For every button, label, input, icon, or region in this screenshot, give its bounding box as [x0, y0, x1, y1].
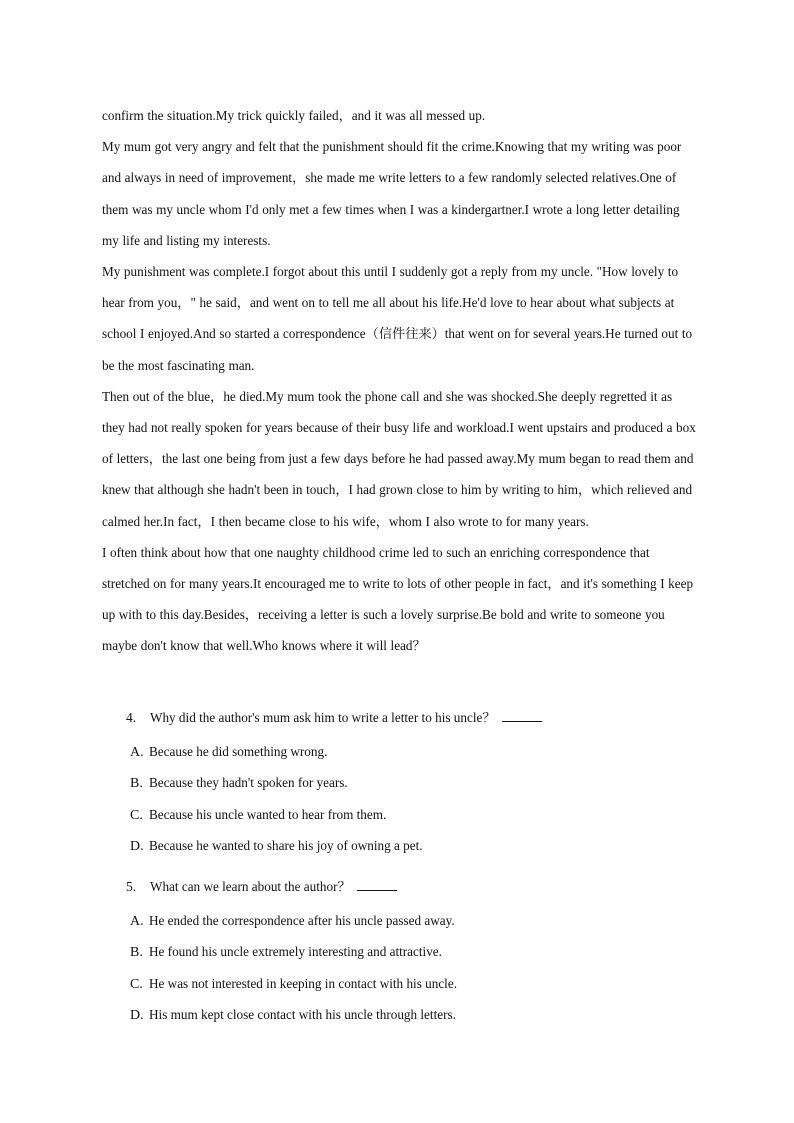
option-text: He ended the correspondence after his uncle passed away.	[149, 913, 455, 928]
passage-paragraph: confirm the situation.My trick quickly failed，and it was all messed up.	[102, 108, 486, 123]
option-d	[102, 999, 702, 1030]
question-number: 4.	[126, 710, 137, 725]
question-stem	[102, 874, 702, 900]
passage-paragraph: My mum got very angry and felt that the punishment should fit the crime.Knowing that my writing was poor and always in need of improvement，she made me write letters to a few randomly selected relatives.One of them was my uncle whom I'd only met a few times when I was a kindergartner.I wrote a long letter detailing my life and listing my interests.	[102, 139, 682, 248]
option-c	[102, 799, 702, 830]
option-text: His mum kept close contact with his uncle through letters.	[149, 1007, 456, 1023]
answer-blank	[357, 876, 397, 891]
option-text: Because they hadn't spoken for years.	[149, 775, 348, 791]
reading-passage	[102, 100, 696, 662]
question-text: Why did the author's mum ask him to write a letter to his uncle？	[150, 710, 496, 725]
answer-blank	[502, 707, 542, 722]
option-d	[102, 830, 702, 861]
option-list	[102, 905, 702, 1031]
option-text: Because he wanted to share his joy of owning a pet.	[149, 838, 423, 854]
passage-paragraph: I often think about how that one naughty childhood crime led to such an enriching correspondence that stretched on for many years.It encouraged me to write to lots of other people in fact，and it's something I keep up with to this day.Besides，receiving a letter is such a lovely surprise.Be bold and write to someone you maybe don't know that well.Who knows where it will lead？	[102, 544, 694, 654]
passage-paragraph: Then out of the blue，he died.My mum took the phone call and she was shocked.She deeply regretted it as they had not really spoken for years because of their busy life and workload.I went upstairs and produced a box of letters，the last one being from just a few days before he had passed away.My mum began to read them and knew that although she hadn't been in touch，I had grown close to him by writing to him，which relieved and calmed her.In fact，I then became close to his wife，whom I also wrote to for many years.	[102, 388, 696, 529]
option-letter: C.	[130, 976, 143, 992]
option-letter: D.	[130, 1008, 144, 1024]
option-c	[102, 968, 702, 999]
option-text: He was not interested in keeping in contact with his uncle.	[149, 975, 457, 991]
option-letter: A.	[130, 914, 144, 929]
option-b	[102, 936, 702, 967]
option-b	[102, 767, 702, 798]
question-5	[102, 874, 702, 1031]
option-letter: B.	[130, 776, 143, 792]
option-letter: D.	[130, 839, 144, 855]
option-a	[102, 736, 702, 767]
option-list	[102, 736, 702, 862]
option-letter: C.	[130, 807, 143, 823]
option-text: Because he did something wrong.	[149, 744, 328, 759]
question-4	[102, 705, 702, 862]
option-a	[102, 905, 702, 936]
option-letter: B.	[130, 945, 143, 961]
option-text: Because his uncle wanted to hear from them.	[149, 806, 387, 822]
question-stem	[102, 705, 702, 731]
option-letter: A.	[130, 745, 144, 760]
question-number: 5.	[126, 879, 137, 894]
passage-paragraph: My punishment was complete.I forgot about this until I suddenly got a reply from my uncle. "How lovely to hear from you，" he said，and went on to tell me all about his life.He'd love to hear about what subjects at school I enjoyed.And so started a correspondence（信件往来）that went on for several years.He turned out to be the most fascinating man.	[102, 264, 693, 373]
option-text: He found his uncle extremely interesting and attractive.	[149, 944, 442, 960]
question-text: What can we learn about the author？	[150, 879, 351, 894]
